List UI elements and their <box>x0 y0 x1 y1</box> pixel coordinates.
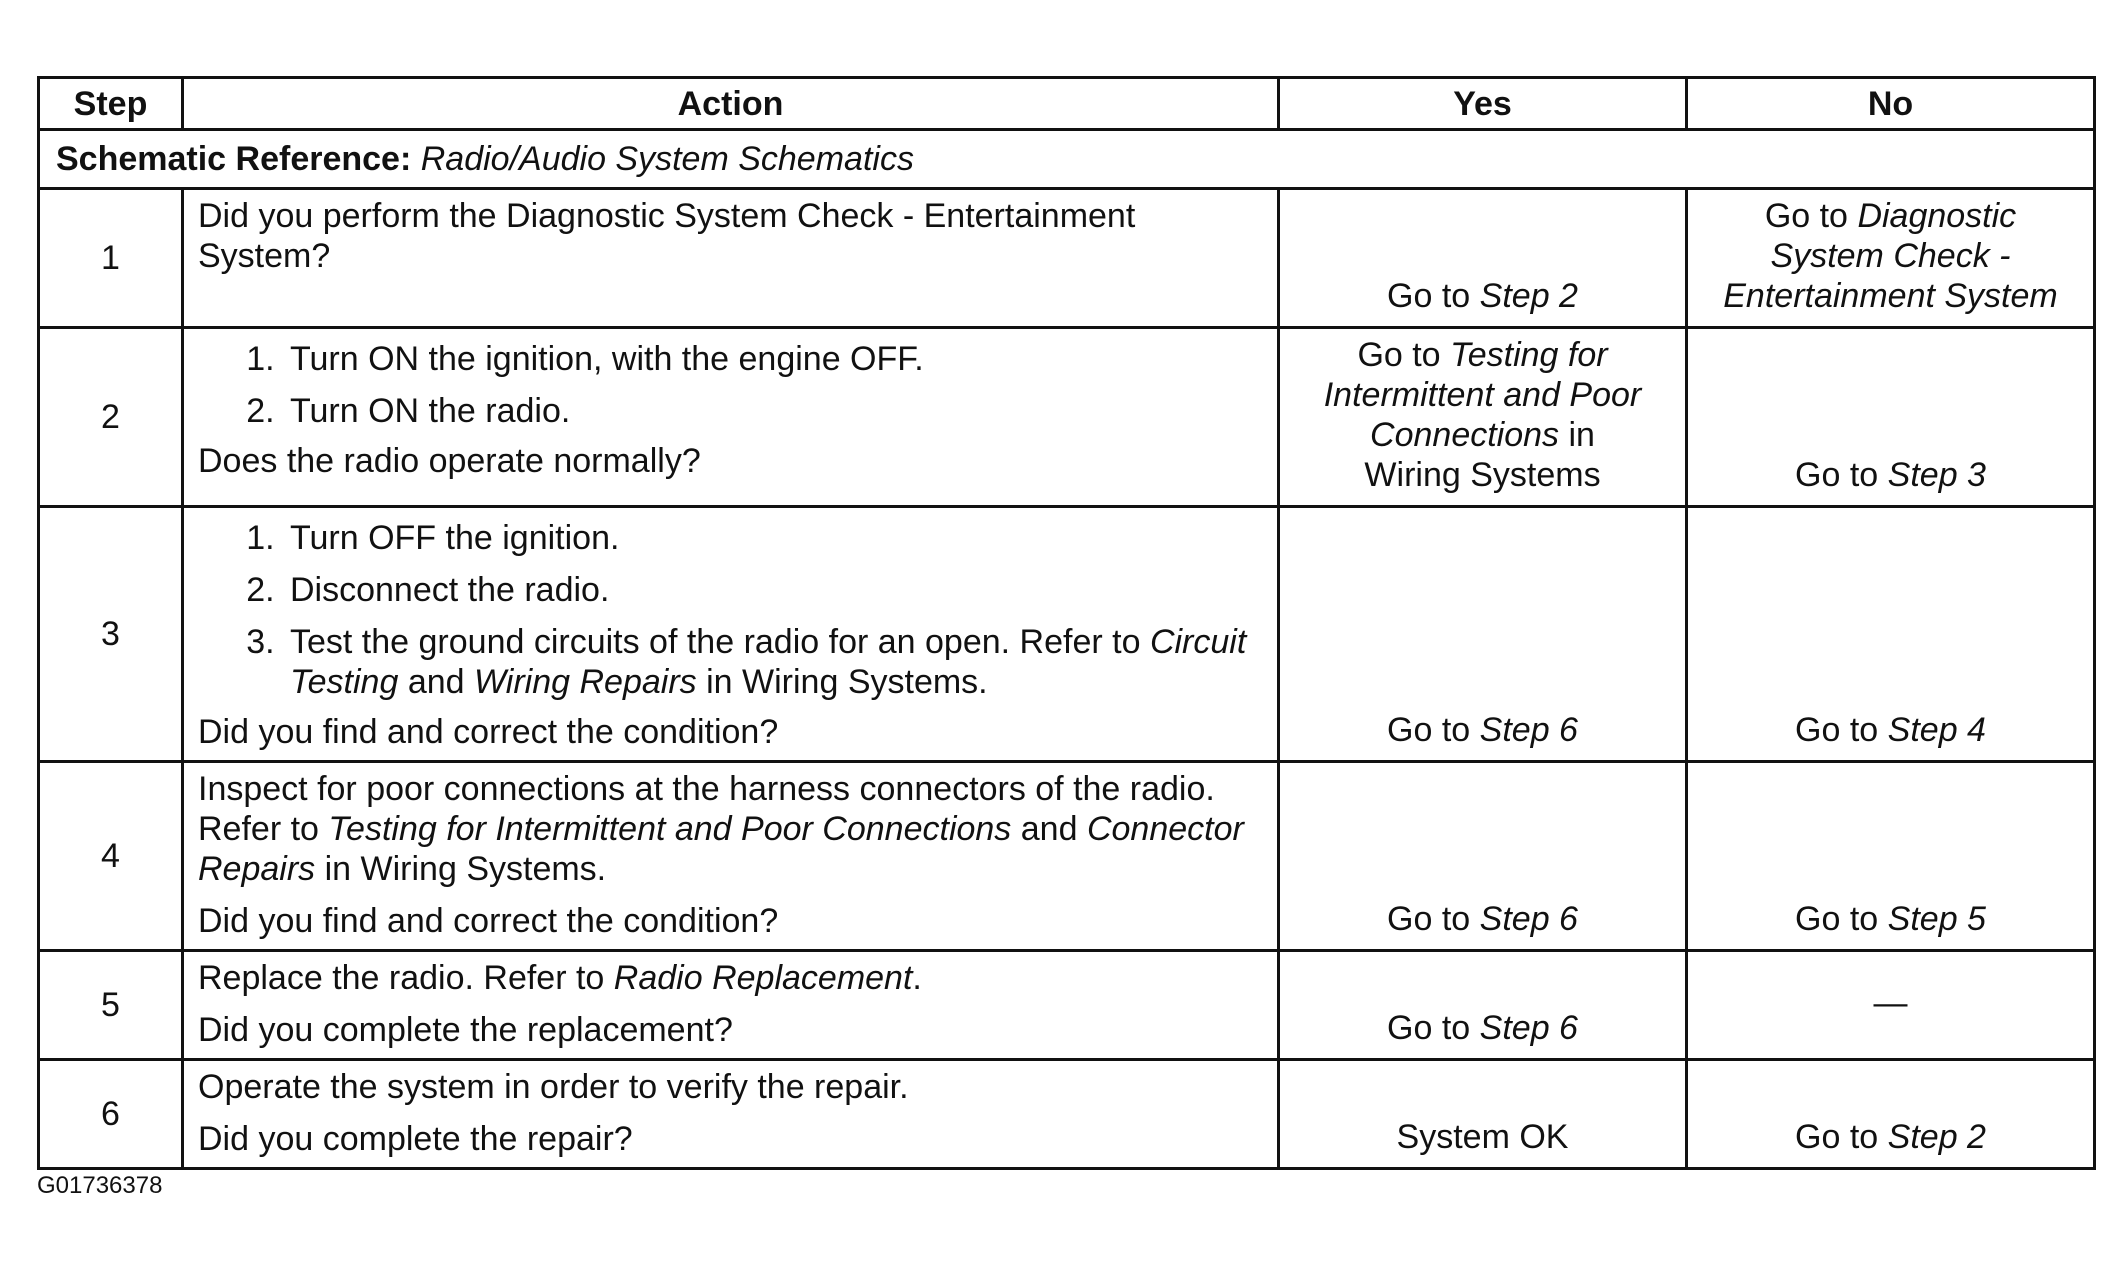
table-row <box>39 762 2095 951</box>
no-prefix: Go to <box>1764 197 1848 235</box>
no-cell <box>1687 762 2095 951</box>
no-link[interactable]: Step 4 <box>1887 711 1986 749</box>
table-row <box>39 328 2095 507</box>
action-list <box>198 518 1263 702</box>
yes-link[interactable]: Testing for Intermittent and Poor Connections <box>1323 336 1642 454</box>
no-link[interactable]: Step 5 <box>1887 900 1986 938</box>
no-prefix: Go to <box>1795 456 1879 494</box>
list-item: 2. Disconnect the radio. <box>284 570 1263 610</box>
yes-prefix: Go to <box>1387 711 1471 749</box>
yes-link[interactable]: Step 2 <box>1479 277 1578 315</box>
connector-repairs-link[interactable]: Connector Repairs <box>198 810 1244 888</box>
schematic-link[interactable]: Radio/Audio System Schematics <box>420 140 914 178</box>
testing-intermittent-link[interactable]: Testing for Intermittent and Poor Connections <box>328 810 1012 848</box>
wiring-repairs-link[interactable]: Wiring Repairs <box>474 663 697 701</box>
step-number: 4 <box>39 762 183 951</box>
action-text: Inspect for poor connections at the harness connectors of the radio. Refer to Testing for Intermittent and Poor Connections and Connector Repairs in Wiring Systems. <box>198 770 1244 888</box>
no-cell <box>1687 328 2095 507</box>
table-row <box>39 189 2095 328</box>
action-cell <box>183 507 1279 762</box>
diagnostic-table <box>37 76 2096 1170</box>
action-question: Did you complete the repair? <box>198 1120 633 1158</box>
no-cell <box>1687 951 2095 1060</box>
step-number: 2 <box>39 328 183 507</box>
yes-prefix: Go to <box>1387 1009 1471 1047</box>
list-item: 1. Turn ON the ignition, with the engine OFF. <box>284 339 1263 379</box>
yes-prefix: Go to <box>1387 277 1471 315</box>
step-number: 1 <box>39 189 183 328</box>
no-prefix: Go to <box>1795 900 1879 938</box>
schematic-label: Schematic Reference: <box>56 140 412 178</box>
action-question: Did you find and correct the condition? <box>198 902 779 940</box>
radio-replacement-link[interactable]: Radio Replacement <box>613 959 913 997</box>
schematic-reference <box>39 130 2095 189</box>
action-cell <box>183 1060 1279 1169</box>
yes-cell <box>1279 328 1687 507</box>
no-prefix: Go to <box>1795 1118 1879 1156</box>
header-row <box>39 78 2095 130</box>
step-number: 6 <box>39 1060 183 1169</box>
action-question: Did you complete the replacement? <box>198 1011 733 1049</box>
action-question: Did you find and correct the condition? <box>198 713 779 751</box>
no-cell <box>1687 189 2095 328</box>
table-row <box>39 507 2095 762</box>
no-link[interactable]: Step 3 <box>1887 456 1986 494</box>
yes-cell <box>1279 1060 1687 1169</box>
header-yes: Yes <box>1279 78 1687 130</box>
no-dash: — <box>1873 984 1908 1022</box>
action-text: Replace the radio. Refer to Radio Replacement. <box>198 959 922 997</box>
yes-cell <box>1279 189 1687 328</box>
yes-link[interactable]: Step 6 <box>1479 900 1578 938</box>
figure-id: G01736378 <box>37 1172 163 1199</box>
yes-link[interactable]: Step 6 <box>1479 711 1578 749</box>
no-prefix: Go to <box>1795 711 1879 749</box>
action-cell <box>183 951 1279 1060</box>
yes-link[interactable]: Step 6 <box>1479 1009 1578 1047</box>
table-row <box>39 951 2095 1060</box>
circuit-testing-link[interactable]: Circuit Testing <box>290 623 1247 701</box>
yes-location: Wiring Systems <box>1364 456 1601 494</box>
table-row <box>39 1060 2095 1169</box>
action-question: Does the radio operate normally? <box>198 442 701 480</box>
list-item: 2. Turn ON the radio. <box>284 391 1263 431</box>
header-no: No <box>1687 78 2095 130</box>
no-cell <box>1687 1060 2095 1169</box>
no-link[interactable]: Diagnostic System Check - Entertainment System <box>1723 197 2058 315</box>
yes-prefix: Go to <box>1387 900 1471 938</box>
step-number: 5 <box>39 951 183 1060</box>
yes-prefix: Go to <box>1357 336 1441 374</box>
list-item: 3. Test the ground circuits of the radio for an open. Refer to Circuit Testing and Wiring Repairs in Wiring Systems. <box>284 622 1263 702</box>
action-text: Operate the system in order to verify the repair. <box>198 1068 909 1106</box>
action-cell <box>183 762 1279 951</box>
action-cell <box>183 189 1279 328</box>
no-link[interactable]: Step 2 <box>1887 1118 1986 1156</box>
no-cell <box>1687 507 2095 762</box>
action-list <box>198 339 1263 431</box>
yes-suffix: in <box>1568 416 1595 454</box>
step-number: 3 <box>39 507 183 762</box>
action-text: Did you perform the Diagnostic System Check - Entertainment System? <box>198 197 1136 275</box>
action-cell <box>183 328 1279 507</box>
yes-cell <box>1279 951 1687 1060</box>
yes-cell <box>1279 507 1687 762</box>
yes-cell <box>1279 762 1687 951</box>
header-step: Step <box>39 78 183 130</box>
list-item: 1. Turn OFF the ignition. <box>284 518 1263 558</box>
yes-result: System OK <box>1396 1118 1569 1156</box>
header-action: Action <box>183 78 1279 130</box>
schematic-row <box>39 130 2095 189</box>
